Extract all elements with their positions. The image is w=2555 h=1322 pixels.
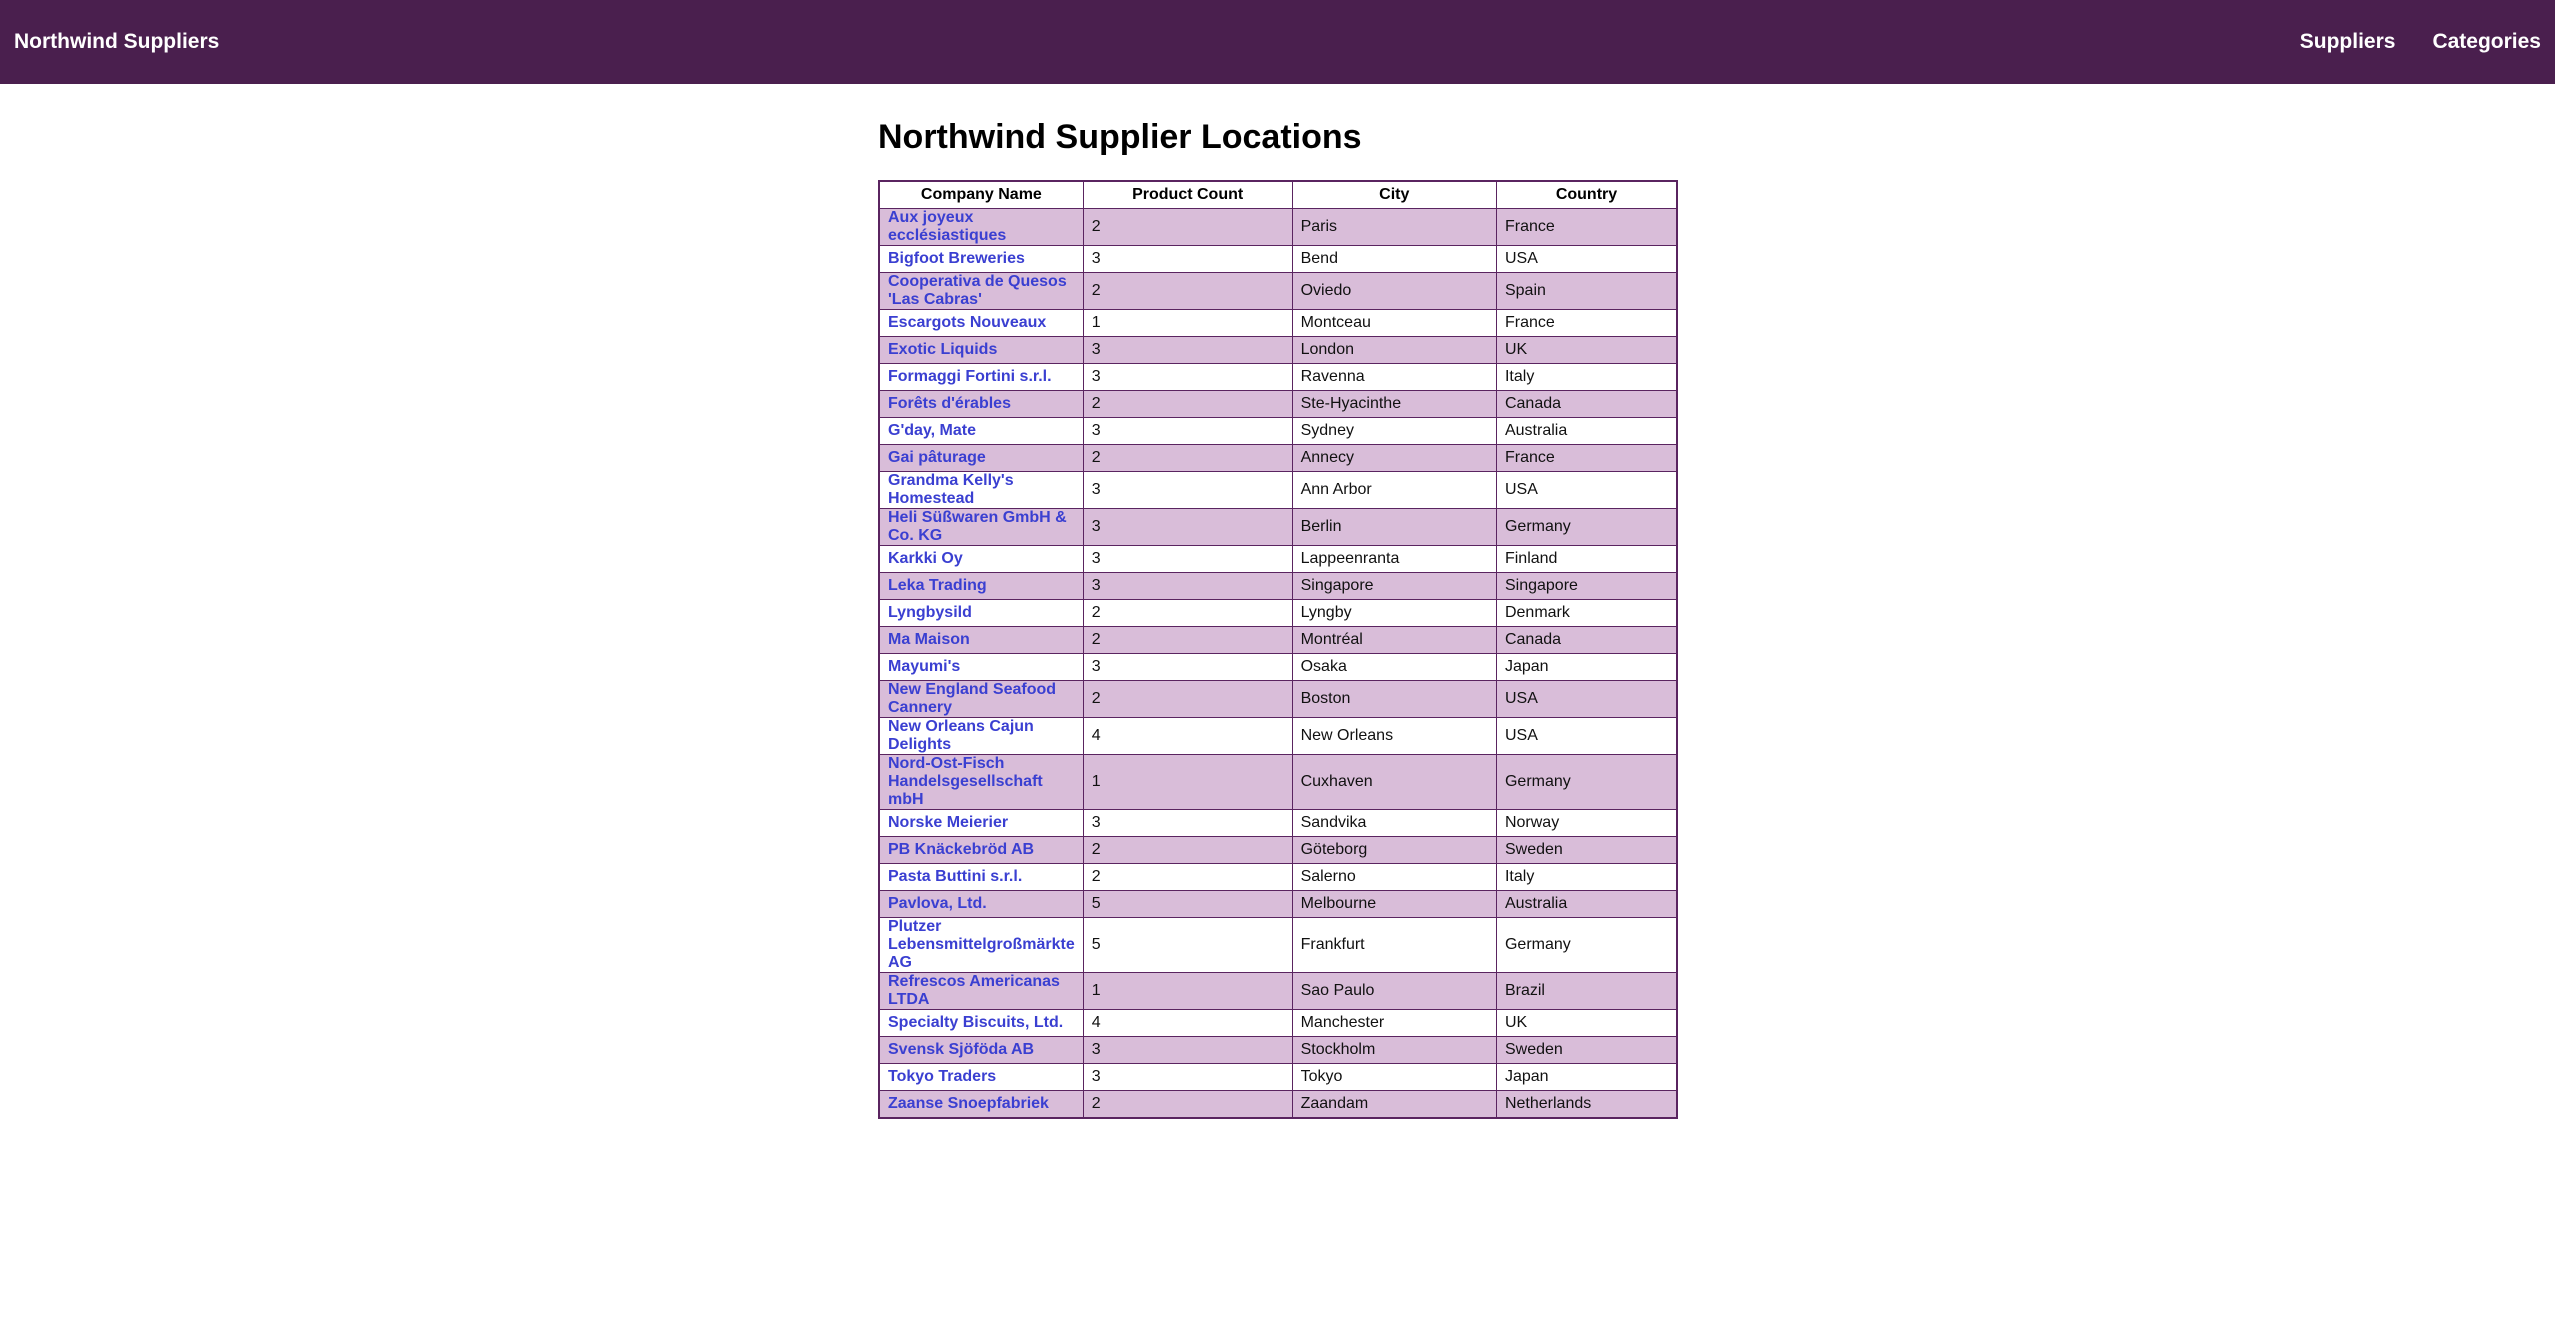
cell-product-count: 2 xyxy=(1083,273,1292,310)
company-link[interactable]: Mayumi's xyxy=(888,658,961,675)
cell-country: Australia xyxy=(1496,891,1677,918)
cell-company-name xyxy=(879,246,1083,273)
cell-product-count: 2 xyxy=(1083,627,1292,654)
table-row xyxy=(879,654,1677,681)
company-link[interactable]: Pavlova, Ltd. xyxy=(888,895,987,912)
cell-country: Sweden xyxy=(1496,837,1677,864)
company-link[interactable]: Escargots Nouveaux xyxy=(888,314,1047,331)
cell-product-count: 3 xyxy=(1083,418,1292,445)
cell-company-name xyxy=(879,918,1083,973)
cell-product-count: 3 xyxy=(1083,654,1292,681)
table-row xyxy=(879,337,1677,364)
company-link[interactable]: Forêts d'érables xyxy=(888,395,1011,412)
table-row xyxy=(879,718,1677,755)
company-link[interactable]: Leka Trading xyxy=(888,577,987,594)
table-row xyxy=(879,891,1677,918)
table-row xyxy=(879,681,1677,718)
cell-product-count: 3 xyxy=(1083,1037,1292,1064)
cell-country: Japan xyxy=(1496,654,1677,681)
cell-country: Brazil xyxy=(1496,973,1677,1010)
company-link[interactable]: Norske Meierier xyxy=(888,814,1009,831)
cell-product-count: 3 xyxy=(1083,810,1292,837)
brand-link[interactable]: Northwind Suppliers xyxy=(14,30,220,53)
table-row xyxy=(879,1091,1677,1119)
cell-city: New Orleans xyxy=(1292,718,1496,755)
cell-city: Sandvika xyxy=(1292,810,1496,837)
cell-city: Sydney xyxy=(1292,418,1496,445)
cell-country: USA xyxy=(1496,246,1677,273)
table-row xyxy=(879,418,1677,445)
cell-product-count: 2 xyxy=(1083,681,1292,718)
table-row xyxy=(879,246,1677,273)
cell-city: Bend xyxy=(1292,246,1496,273)
cell-city: Oviedo xyxy=(1292,273,1496,310)
cell-city: Manchester xyxy=(1292,1010,1496,1037)
table-row xyxy=(879,273,1677,310)
cell-country: USA xyxy=(1496,681,1677,718)
cell-city: Cuxhaven xyxy=(1292,755,1496,810)
table-row xyxy=(879,310,1677,337)
company-link[interactable]: Nord-Ost-Fisch Handelsgesellschaft mbH xyxy=(888,755,1043,808)
nav-link-categories[interactable]: Categories xyxy=(2432,30,2541,53)
cell-product-count: 4 xyxy=(1083,718,1292,755)
cell-city: Annecy xyxy=(1292,445,1496,472)
cell-company-name xyxy=(879,1010,1083,1037)
cell-country: Canada xyxy=(1496,627,1677,654)
cell-city: Lappeenranta xyxy=(1292,546,1496,573)
cell-country: Finland xyxy=(1496,546,1677,573)
cell-city: Melbourne xyxy=(1292,891,1496,918)
cell-country: Germany xyxy=(1496,755,1677,810)
cell-company-name xyxy=(879,546,1083,573)
table-row xyxy=(879,600,1677,627)
cell-city: London xyxy=(1292,337,1496,364)
cell-product-count: 2 xyxy=(1083,445,1292,472)
cell-city: Boston xyxy=(1292,681,1496,718)
cell-country: USA xyxy=(1496,472,1677,509)
cell-product-count: 5 xyxy=(1083,918,1292,973)
cell-company-name xyxy=(879,418,1083,445)
cell-product-count: 3 xyxy=(1083,364,1292,391)
cell-company-name xyxy=(879,273,1083,310)
cell-product-count: 3 xyxy=(1083,509,1292,546)
header-company-name: Company Name xyxy=(879,181,1083,209)
table-row xyxy=(879,864,1677,891)
company-link[interactable]: Svensk Sjöföda AB xyxy=(888,1041,1035,1058)
company-link[interactable]: Cooperativa de Quesos 'Las Cabras' xyxy=(888,273,1067,308)
cell-product-count: 3 xyxy=(1083,337,1292,364)
cell-company-name xyxy=(879,600,1083,627)
cell-company-name xyxy=(879,755,1083,810)
cell-company-name xyxy=(879,337,1083,364)
header-city: City xyxy=(1292,181,1496,209)
navbar xyxy=(0,0,2555,84)
page-title: Northwind Supplier Locations xyxy=(878,118,1362,156)
cell-company-name xyxy=(879,364,1083,391)
table-row xyxy=(879,810,1677,837)
cell-product-count: 3 xyxy=(1083,246,1292,273)
cell-country: Denmark xyxy=(1496,600,1677,627)
cell-product-count: 2 xyxy=(1083,837,1292,864)
cell-city: Montréal xyxy=(1292,627,1496,654)
cell-city: Frankfurt xyxy=(1292,918,1496,973)
cell-city: Göteborg xyxy=(1292,837,1496,864)
cell-company-name xyxy=(879,1064,1083,1091)
cell-city: Zaandam xyxy=(1292,1091,1496,1119)
cell-product-count: 2 xyxy=(1083,600,1292,627)
cell-country: France xyxy=(1496,310,1677,337)
cell-product-count: 5 xyxy=(1083,891,1292,918)
cell-country: USA xyxy=(1496,718,1677,755)
table-row xyxy=(879,445,1677,472)
company-link[interactable]: Ma Maison xyxy=(888,631,970,648)
company-link[interactable]: New England Seafood Cannery xyxy=(888,681,1057,716)
cell-country: Germany xyxy=(1496,509,1677,546)
cell-city: Salerno xyxy=(1292,864,1496,891)
cell-company-name xyxy=(879,654,1083,681)
cell-product-count: 4 xyxy=(1083,1010,1292,1037)
cell-country: Japan xyxy=(1496,1064,1677,1091)
nav-link-suppliers[interactable]: Suppliers xyxy=(2299,30,2396,53)
cell-product-count: 3 xyxy=(1083,573,1292,600)
company-link[interactable]: Aux joyeux ecclésiastiques xyxy=(888,209,1007,244)
cell-company-name xyxy=(879,973,1083,1010)
cell-city: Berlin xyxy=(1292,509,1496,546)
cell-country: Sweden xyxy=(1496,1037,1677,1064)
company-link[interactable]: New Orleans Cajun Delights xyxy=(888,718,1034,753)
cell-company-name xyxy=(879,310,1083,337)
company-link[interactable]: PB Knäckebröd AB xyxy=(888,841,1035,858)
cell-company-name xyxy=(879,681,1083,718)
cell-company-name xyxy=(879,391,1083,418)
cell-product-count: 1 xyxy=(1083,755,1292,810)
table-header-row xyxy=(879,181,1677,209)
company-link[interactable]: Specialty Biscuits, Ltd. xyxy=(888,1014,1064,1031)
company-link[interactable]: G'day, Mate xyxy=(888,422,976,439)
cell-product-count: 2 xyxy=(1083,1091,1292,1119)
company-link[interactable]: Gai pâturage xyxy=(888,449,986,466)
company-link[interactable]: Zaanse Snoepfabriek xyxy=(888,1095,1049,1112)
cell-city: Singapore xyxy=(1292,573,1496,600)
cell-country: UK xyxy=(1496,1010,1677,1037)
cell-city: Ravenna xyxy=(1292,364,1496,391)
cell-product-count: 1 xyxy=(1083,310,1292,337)
cell-country: Italy xyxy=(1496,364,1677,391)
table-body xyxy=(879,209,1677,1119)
cell-company-name xyxy=(879,509,1083,546)
company-link[interactable]: Grandma Kelly's Homestead xyxy=(888,472,1014,507)
company-link[interactable]: Bigfoot Breweries xyxy=(888,250,1025,267)
cell-company-name xyxy=(879,1037,1083,1064)
company-link[interactable]: Pasta Buttini s.r.l. xyxy=(888,868,1023,885)
cell-country: Canada xyxy=(1496,391,1677,418)
nav-links xyxy=(2300,30,2541,54)
company-link[interactable]: Plutzer Lebensmittelgroßmärkte AG xyxy=(888,918,1075,971)
cell-country: France xyxy=(1496,445,1677,472)
table-row xyxy=(879,755,1677,810)
table-row xyxy=(879,573,1677,600)
cell-city: Paris xyxy=(1292,209,1496,246)
cell-country: Australia xyxy=(1496,418,1677,445)
company-link[interactable]: Exotic Liquids xyxy=(888,341,998,358)
cell-country: Norway xyxy=(1496,810,1677,837)
cell-product-count: 3 xyxy=(1083,546,1292,573)
cell-company-name xyxy=(879,472,1083,509)
company-link[interactable]: Lyngbysild xyxy=(888,604,972,621)
cell-company-name xyxy=(879,209,1083,246)
cell-product-count: 2 xyxy=(1083,391,1292,418)
cell-company-name xyxy=(879,627,1083,654)
cell-city: Sao Paulo xyxy=(1292,973,1496,1010)
table-row xyxy=(879,546,1677,573)
cell-city: Lyngby xyxy=(1292,600,1496,627)
cell-product-count: 3 xyxy=(1083,472,1292,509)
cell-country: Spain xyxy=(1496,273,1677,310)
cell-city: Osaka xyxy=(1292,654,1496,681)
cell-city: Stockholm xyxy=(1292,1037,1496,1064)
cell-country: Germany xyxy=(1496,918,1677,973)
cell-country: Singapore xyxy=(1496,573,1677,600)
cell-city: Montceau xyxy=(1292,310,1496,337)
cell-company-name xyxy=(879,864,1083,891)
table-row xyxy=(879,472,1677,509)
company-link[interactable]: Heli Süßwaren GmbH & Co. KG xyxy=(888,509,1067,544)
table-row xyxy=(879,364,1677,391)
cell-company-name xyxy=(879,837,1083,864)
table-row xyxy=(879,391,1677,418)
table-row xyxy=(879,1037,1677,1064)
cell-company-name xyxy=(879,573,1083,600)
cell-product-count: 1 xyxy=(1083,973,1292,1010)
cell-city: Ste-Hyacinthe xyxy=(1292,391,1496,418)
cell-product-count: 2 xyxy=(1083,209,1292,246)
company-link[interactable]: Tokyo Traders xyxy=(888,1068,997,1085)
cell-city: Ann Arbor xyxy=(1292,472,1496,509)
cell-company-name xyxy=(879,718,1083,755)
cell-country: Netherlands xyxy=(1496,1091,1677,1119)
header-product-count: Product Count xyxy=(1083,181,1292,209)
suppliers-table xyxy=(878,180,1678,1119)
table-row xyxy=(879,973,1677,1010)
cell-city: Tokyo xyxy=(1292,1064,1496,1091)
table-row xyxy=(879,837,1677,864)
cell-company-name xyxy=(879,1091,1083,1119)
table-row xyxy=(879,209,1677,246)
header-country: Country xyxy=(1496,181,1677,209)
cell-company-name xyxy=(879,445,1083,472)
cell-product-count: 3 xyxy=(1083,1064,1292,1091)
table-row xyxy=(879,1064,1677,1091)
cell-company-name xyxy=(879,810,1083,837)
main-content xyxy=(878,118,1678,1119)
cell-country: UK xyxy=(1496,337,1677,364)
table-row xyxy=(879,1010,1677,1037)
company-link[interactable]: Refrescos Americanas LTDA xyxy=(888,973,1060,1008)
cell-company-name xyxy=(879,891,1083,918)
cell-country: France xyxy=(1496,209,1677,246)
table-row xyxy=(879,509,1677,546)
cell-product-count: 2 xyxy=(1083,864,1292,891)
cell-country: Italy xyxy=(1496,864,1677,891)
company-link[interactable]: Formaggi Fortini s.r.l. xyxy=(888,368,1052,385)
table-row xyxy=(879,627,1677,654)
table-row xyxy=(879,918,1677,973)
company-link[interactable]: Karkki Oy xyxy=(888,550,963,567)
